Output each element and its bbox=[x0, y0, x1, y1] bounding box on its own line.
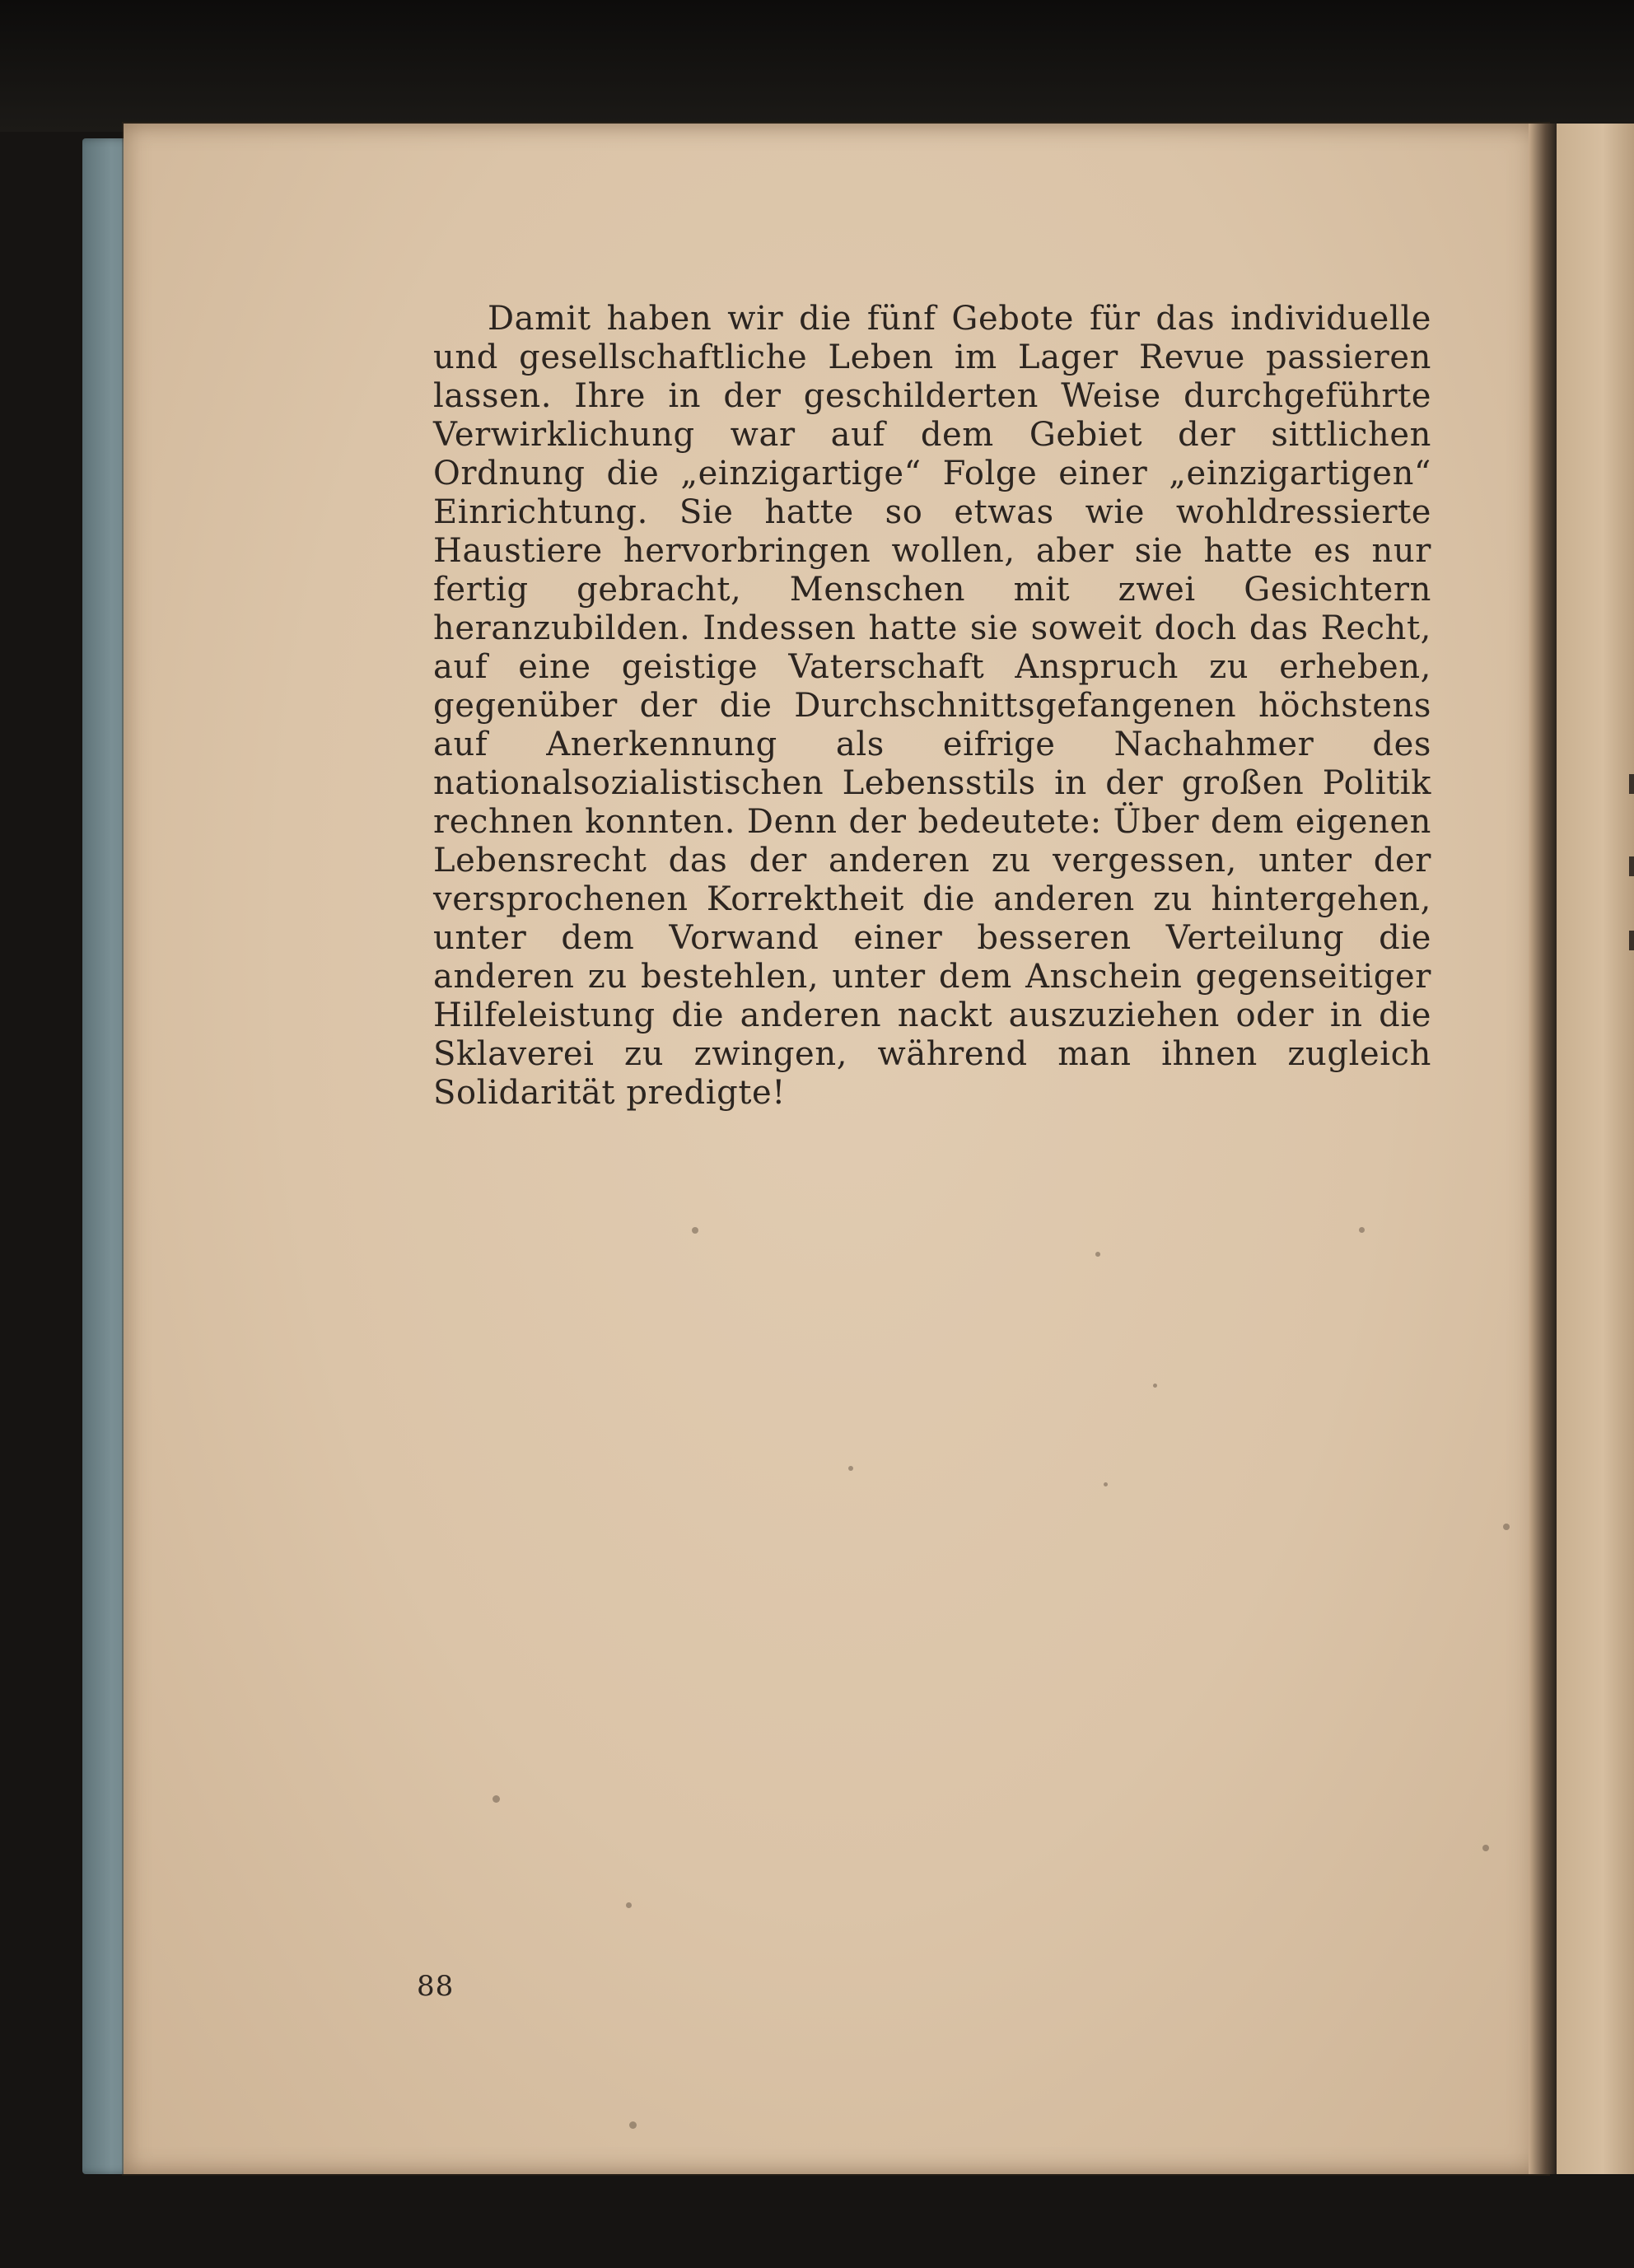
paper-speck bbox=[493, 1795, 500, 1803]
adjacent-page-letter bbox=[1629, 856, 1634, 876]
paper-speck bbox=[1095, 1252, 1100, 1257]
paper-speck bbox=[626, 1902, 632, 1908]
paragraph: Damit haben wir die fünf Gebote für das individuelle und gesellschaftliche Leben im Lager Revue passieren lassen. Ihre in der geschilderten Weise durchgeführte Verwirklichung war auf dem Gebiet der sittlichen Ordnung die „einzigartige“ Folge einer „einzigartigen“ Einrichtung. Sie hatte so etwas wie wohldressierte Haustiere hervorbringen wollen, aber sie hatte es nur fertig gebracht, Menschen mit zwei Gesichtern heranzubilden. Indessen hatte sie soweit doch das Recht, auf eine geistige Vaterschaft Anspruch zu erheben, gegenüber der die Durchschnittsgefangenen höchstens auf Anerkennung als eifrige Nachahmer des nationalsozialistischen Lebensstils in der großen Politik rechnen konnten. Denn der bedeutete: Über dem eigenen Lebensrecht das der anderen zu vergessen, unter der versprochenen Korrektheit die anderen zu hintergehen, unter dem Vorwand einer besseren Verteilung die anderen zu bestehlen, unter dem Anschein gegenseitiger Hilfeleistung die anderen nackt auszuziehen oder in die Sklaverei zu zwingen, während man ihnen zugleich Solidarität predigte! bbox=[433, 300, 1431, 1112]
paper-speck bbox=[1503, 1524, 1510, 1530]
scanner-background bbox=[0, 0, 1634, 132]
adjacent-page-edge bbox=[1557, 124, 1634, 2174]
book-gutter bbox=[1529, 124, 1557, 2174]
paper-speck bbox=[629, 2121, 637, 2129]
page-number: 88 bbox=[417, 1970, 455, 2003]
adjacent-page-letter bbox=[1629, 774, 1634, 794]
paper-speck bbox=[1359, 1227, 1365, 1233]
paper-speck bbox=[848, 1466, 853, 1471]
paper-speck bbox=[1153, 1384, 1157, 1388]
paper-speck bbox=[692, 1227, 698, 1234]
adjacent-page-letter bbox=[1629, 931, 1634, 950]
paper-speck bbox=[1482, 1845, 1489, 1851]
paper-speck bbox=[1104, 1482, 1108, 1486]
body-text bbox=[433, 300, 1431, 1113]
